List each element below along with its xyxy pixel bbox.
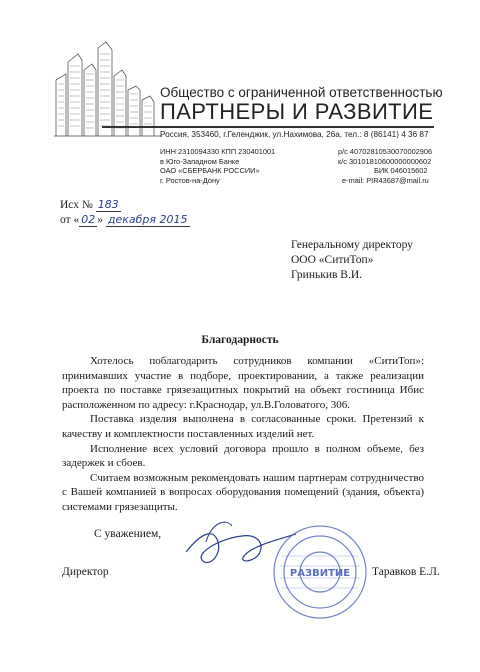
recipient-company: ООО «СитиТоп» — [291, 254, 374, 266]
body-paragraph: Поставка изделия выполнена в согласованные сроки. Претензий к качеству и комплектности поставленных изделий нет. — [62, 413, 424, 440]
requisite-line: р/с 40702810530070002906 — [338, 147, 433, 156]
letter-title: Благодарность — [201, 334, 279, 346]
org-name: ПАРТНЕРЫ И РАЗВИТИЕ — [160, 99, 434, 124]
stamp-center-text: РАЗВИТИЕ — [289, 568, 351, 579]
body-paragraph: Исполнение всех условий договора прошло в полном объеме, без задержек и сбоев. — [62, 442, 424, 470]
bank-requisites-right — [338, 147, 432, 185]
company-stamp — [270, 520, 370, 624]
date-mid: » — [97, 214, 103, 226]
outgoing-number-label: Исх № — [60, 199, 93, 211]
city-skyline-logo — [52, 40, 164, 140]
recipient-name: Гринькив В.И. — [291, 269, 362, 281]
requisite-line: ИНН 2310094330 КПП 230401001 — [160, 147, 276, 156]
letterhead-divider — [102, 126, 434, 128]
body-paragraph: Считаем возможным рекомендовать нашим партнерам сотрудничество с Вашей компанией в вопросах оборудования помещений (здания, объекта) системами грязезащиты. — [62, 471, 424, 513]
org-legal-form: Общество с ограниченной ответственностью — [160, 85, 443, 100]
closing-regards: С уважением, — [94, 528, 162, 540]
recipient-block — [291, 238, 413, 283]
outgoing-number-value: 183 — [97, 198, 119, 211]
bank-requisites-left — [160, 147, 275, 185]
requisite-email: e-mail: PIR43687@mail.ru — [342, 175, 429, 185]
recipient-position: Генеральному директору — [291, 239, 413, 251]
requisite-line: к/с 30101810600000000602 — [338, 156, 432, 166]
requisite-line: в Юго-Западном Банке — [160, 156, 240, 166]
letter-body — [62, 354, 424, 515]
date-day: 02 — [81, 213, 96, 226]
date-prefix: от « — [60, 214, 80, 226]
body-paragraph: Хотелось поблагодарить сотрудников компании «СитиТоп»: принимавших участие в подборе, проектировании, а также реализации проекта по поставке грязезащитных покрытий на объект гостиница Ибис расположенном по адресу: г.Краснодар, ул.В.Головатого, 306. — [62, 355, 424, 411]
signer-position: Директор — [62, 566, 109, 578]
outgoing-number — [60, 198, 121, 212]
org-address: Россия, 353460, г.Геленджик, ул.Нахимова, 26а, тел.: 8 (86141) 4 36 87 — [160, 130, 429, 139]
outgoing-date — [60, 213, 190, 227]
requisite-line: ОАО «СБЕРБАНК РОССИИ» — [160, 166, 260, 176]
date-month-year: декабря 2015 — [107, 213, 188, 226]
requisite-line: БИК 046015602 — [374, 166, 428, 176]
signer-name: Таравков Е.Л. — [372, 566, 440, 578]
requisite-line: г. Ростов-на-Дону — [160, 175, 220, 185]
